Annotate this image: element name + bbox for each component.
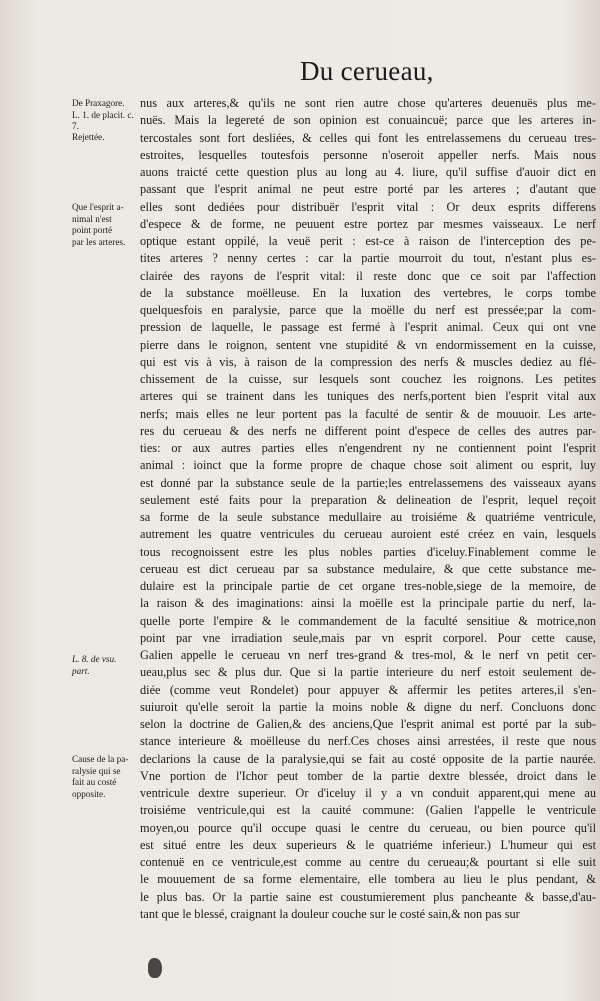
margin-note-line: part. [72, 665, 90, 676]
text-line: le mouuement de sa forme elementaire, elle tombera au lieu le plus pendant, & [140, 872, 596, 887]
text-line: pierre dans le roignon, sentent vne stupidité & vn endormissement en la cuisse, [140, 337, 596, 352]
text-line: tercostales sont fort desliées, & celles qui font les entrelassemens du cerueau tres- [140, 130, 596, 145]
text-line: de la substance moëlleuse. En la luxation des vertebres, le corps tombe [140, 285, 596, 300]
margin-note-line: Cause de la pa- [72, 754, 129, 764]
text-line: optique estant oppilé, la veuë perit : est-ce à raison de l'interception des pe- [140, 234, 596, 248]
margin-note-line: De Praxagore. [72, 98, 125, 108]
text-line: clairée des rayons de l'esprit vital: il reste donc que ce soit par l'affection [140, 268, 596, 283]
margin-note [72, 754, 140, 800]
margin-note [72, 654, 140, 677]
text-line: chissement de la cuisse, sur lesquels sont couchez les roignons. Les petites [140, 372, 596, 386]
text-line: le plus bas. Or la partie saine est coustumierement plus pancheante & basse,d'au- [140, 889, 596, 904]
text-line: contenuë en ce ventricule,est comme au centre du cerueau;& pourtant si elle suit [140, 855, 596, 869]
text-line: cerueau est dict cerueau par sa substance medulaire, & que cette substance me- [140, 561, 596, 576]
text-line: dulaire est la principale partie de cet organe tres-noble,siege de la memoire, de [140, 579, 596, 593]
margin-note [72, 132, 140, 144]
text-line: la raison & des imaginations: ainsi la moëlle est la principale partie du nerf, la- [140, 596, 596, 611]
text-line: d'espece & de forme, ne peuuent estre portez par mesmes vaisseaux. Le nerf [140, 216, 596, 231]
text-line: animal : ioinct que la forme propre de chaque chose soit aliment ou esprit, luy [140, 458, 596, 473]
text-line: selon la doctrine de Galien,& des anciens,Que l'esprit animal est porté par la sub- [140, 717, 596, 731]
text-line: elles sont dediées pour distribuër l'esprit vital : Or deux esprits differens [140, 199, 596, 214]
margin-note-line: nimal n'est [72, 213, 112, 224]
text-line: quelquesfois en paralysie, parce que la moëlle du nerf est pressée;par la com- [140, 303, 596, 317]
text-line: point par vne irradiation seule,mais par vn esprit corporel. Pour cette cause, [140, 630, 596, 645]
margin-note-line: opposite. [72, 788, 106, 799]
text-line: tant que le blessé, craignant la douleur couche sur le costé sain,& non pas sur [140, 906, 520, 921]
text-line: Vne portion de l'Ichor peut tomber de la partie dextre blessée, droict dans le [140, 768, 596, 783]
margin-note-line: ralysie qui se [72, 765, 121, 776]
running-title: Du cerueau, [300, 56, 434, 86]
text-line: estroites, lesquelles toutesfois personne n'oseroit appeller nerfs. Mais nous [140, 147, 596, 162]
text-line: nuës. Mais la legereté de son opinion est conuaincuë; parce que les arteres in- [140, 113, 596, 128]
text-line: qui est vis à vis, à raison de la compression des nerfs & muscles dediez au flé- [140, 354, 596, 369]
text-line: nus aux arteres,& qu'ils ne sont rien autre chose qu'arteres deuenuës plus me- [140, 96, 596, 110]
text-line: est situé entre les deux superieurs & le quatriéme inferieur.) L'humeur qui est [140, 837, 596, 852]
ink-blot [148, 958, 162, 978]
text-line: ventricule dextre superieur. Or d'iceluy il y a vn conduit apparent,qui mene au [140, 786, 596, 800]
text-line: tites arteres ? nenny certes : car la partie mourroit du tout, n'estant plus es- [140, 251, 596, 266]
text-line: seulement esté faits pour la preparation & delineation de l'esprit, lequel reçoit [140, 492, 596, 507]
text-line: Galien appelle le cerueau vn nerf tres-grand & tres-mol, & le nerf vn petit cer- [140, 648, 596, 662]
margin-note-line: 7. [72, 121, 79, 131]
margin-note-line: Que l'esprit a- [72, 202, 124, 212]
margin-note-line: fait au costé [72, 777, 117, 787]
text-line: stance interieure & moëlleuse du nerf.Ces choses ainsi arrestées, il reste que nous [140, 734, 596, 749]
margin-note-line: Rejettée. [72, 132, 105, 142]
text-line: arteres qui se trainent dans les tuniques des nerfs,portent bien l'esprit vital aux [140, 389, 596, 404]
text-line: passant que l'esprit animal ne peut estre porté par les arteres ; d'autant que [140, 182, 596, 197]
margin-note [72, 202, 140, 248]
margin-note [72, 98, 140, 133]
text-line: res du cerueau & des nerfs ne different point d'espece de celles des autres par- [140, 423, 596, 438]
text-line: ties: or aux autres parties elles n'engendrent ny ne contiennent point l'esprit [140, 441, 596, 455]
margin-note-line: L. 8. de vsu. [72, 654, 117, 664]
text-line: troisiéme ventricule,qui est la cauité commune: (Galien l'appelle le ventricule [140, 803, 596, 818]
text-line: est donné par la substance seule de la partie;les entrelassemens des vaisseaux ayans [140, 475, 596, 490]
text-line: tous recognoissent estre les plus nobles parties d'iceluy.Finablement comme le [140, 544, 596, 559]
text-line: pression de laquelle, le passage est fermé à l'esprit animal. Ceux qui ont vne [140, 320, 596, 335]
text-line: moyen,ou pource qu'il occupe quasi le centre du cerueau, ou bien pource qu'il [140, 820, 596, 835]
body-text [140, 95, 596, 923]
text-line: sa forme de la seule substance medullaire au troisiéme & quatriéme ventricule, [140, 510, 596, 524]
text-line: suiuroit qu'elle seroit la partie la moins noble & digne du nerf. Concluons donc [140, 699, 596, 714]
text-line: declarions la cause de la paralysie,qui se fait au costé opposite de la partie naurée. [140, 751, 596, 766]
margin-note-line: par les arteres. [72, 236, 126, 247]
text-line: diée (comme veut Rondelet) pour appuyer & affermir les petites arteres,il s'en- [140, 682, 596, 697]
text-line: autrement les quatre ventricules du cerueau auroient esté créez en vain, lesquels [140, 527, 596, 542]
text-line: ueau,plus sec & plus dur. Que si la partie interieure du nerf estoit seulement de- [140, 665, 596, 680]
text-line: quelle porte l'empire & le commandement de la faculté sensitiue & motrice,non [140, 613, 596, 628]
margin-note-line: L. 1. de placit. c. [72, 109, 134, 120]
margin-note-line: point porté [72, 225, 113, 235]
text-line: auons traicté cette question plus au long au 4. liure, qu'il suffise d'auoir dict en [140, 165, 596, 179]
text-line: nerfs; mais elles ne leur portent pas la faculté de sentir & de mouuoir. Les arte- [140, 406, 596, 421]
